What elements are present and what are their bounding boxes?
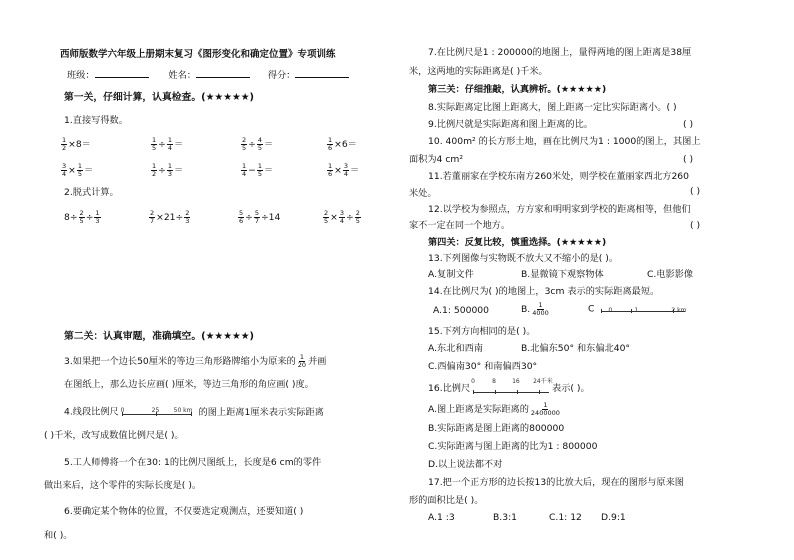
info-line (67, 70, 349, 82)
q14: 14.在比例尺为( )的地图上，3cm 表示的实际距离最短。 (428, 286, 660, 297)
q13-option-b[interactable]: B.显微镜下观察物体 (521, 269, 604, 280)
q3-line1 (64, 354, 326, 369)
q4-line1 (64, 406, 324, 419)
q15: 15.下列方向相同的是( )。 (428, 326, 536, 337)
q16-option-a-fraction: $\frac{1}{2400000}$ (530, 401, 560, 417)
q17-option-b[interactable]: B.3:1 (493, 512, 518, 523)
line-scale-24km: 0 8 16 24千米 (473, 383, 549, 395)
section-2-title: 第二关：认真审题，准确填空。(★★★★★) (64, 331, 255, 342)
class-blank[interactable] (95, 77, 149, 78)
q16-text-b: 表示( )。 (552, 383, 590, 394)
q13-option-c[interactable]: C.电影影像 (647, 269, 694, 280)
q7-line1: 7.在比例尺是1 : 200000的地图上，量得两地的图上距离是38厘 (428, 47, 692, 58)
q2-title: 2.脱式计算。 (64, 187, 119, 198)
section-1-title: 第一关，仔细计算，认真检查。(★★★★★) (64, 92, 255, 103)
q16-option-c[interactable]: C.实际距离与图上距离的比为1 : 800000 (428, 441, 598, 452)
calc-8: $\frac{1}{6}$ × $\frac{3}{4}$ ＝ (328, 162, 360, 178)
q12-paren[interactable]: ( ) (690, 220, 701, 231)
q9: 9.比例尺就是实际距离和图上距离的比。 (428, 119, 593, 130)
line-scale-50km: 0 25 50 km (120, 407, 193, 414)
q12-line1: 12.以学校为参照点，方方家和明明家到学校的距离相等，但他们 (428, 204, 691, 215)
q14-option-b-fraction: $\frac{1}{4000}$ (532, 301, 549, 317)
q12-line2: 家不一定在同一个地方。 (409, 220, 511, 231)
q17-option-a[interactable]: A.1 :3 (428, 512, 455, 523)
q6-line2: 和( )。 (44, 530, 73, 541)
calc-5: $\frac{3}{4}$ × $\frac{1}{5}$ ＝ (62, 162, 94, 178)
q10-line1: 10. 400m² 的长方形土地，画在比例尺为1 : 1000的图上，其图上 (428, 136, 701, 147)
q16-option-a[interactable] (428, 402, 562, 417)
q13-option-a[interactable]: A.复制文件 (428, 269, 474, 280)
calc-1: $\frac{1}{2}$ ×8＝ (62, 136, 91, 152)
q17-option-d[interactable]: D.9:1 (601, 512, 626, 523)
q11-line1: 11.若董丽家在学校东南方260米处，则学校在董丽家西北方260 (428, 171, 689, 182)
calc-11: $\frac{5}{6}$ ÷ $\frac{5}{7}$ ÷14 (239, 209, 281, 225)
q10-line2: 面积为4 cm² (409, 154, 464, 165)
q14-option-b[interactable] (521, 302, 551, 317)
q8: 8.实际距离定比图上距离大，图上距离一定比实际距离小。( ) (428, 102, 677, 113)
q3-fraction: $\frac{1}{20}$ (297, 353, 307, 369)
calc-2: $\frac{1}{5}$ ÷ $\frac{1}{4}$ ＝ (152, 136, 184, 152)
q10-paren[interactable]: ( ) (683, 154, 694, 165)
q14-option-a[interactable]: A.1: 500000 (433, 305, 489, 316)
line-scale-2km: 0 1 2 km (601, 303, 685, 315)
q13: 13.下列图像与实物既不放大又不缩小的是( )。 (428, 253, 619, 264)
page-title: 西师版数学六年级上册期末复习《图形变化和确定位置》专项训练 (60, 49, 336, 60)
calc-4: $\frac{1}{6}$ ×6＝ (328, 136, 357, 152)
q17-line1: 17.把一个正方形的边长按13的比放大后，现在的图形与原来图 (428, 477, 684, 488)
q11-line2: 米处。 (409, 188, 437, 199)
q15-option-c[interactable]: C.西偏南30° 和南偏西30° (428, 361, 538, 372)
q16-option-a-label: A.图上距离是实际距离的 (428, 404, 529, 415)
q14-option-c[interactable] (588, 303, 685, 316)
q3-text: 3.如果把一个边长50厘米的等边三角形路牌缩小为原来的 (64, 356, 296, 367)
section-3-title: 第三关：仔细推敲，认真辨析。(★★★★★) (428, 84, 607, 95)
calc-12: $\frac{2}{5}$ × $\frac{3}{4}$ ÷ $\frac{2}{5}$ (324, 209, 360, 225)
score-blank[interactable] (295, 77, 349, 78)
q4-text-b: 的图上距离1厘米表示实际距离 (198, 406, 324, 418)
q1-title: 1.直接写得数。 (64, 115, 128, 126)
name-label: 姓名： (168, 70, 196, 81)
calc-7: $\frac{1}{4}$ − $\frac{1}{5}$ ＝ (242, 162, 274, 178)
q16-option-d[interactable]: D.以上说法都不对 (428, 459, 503, 470)
q5-line1: 5.工人师傅将一个在30: 1的比例尺图纸上，长度是6 cm的零件 (64, 457, 322, 468)
q16-text: 16.比例尺 (428, 383, 471, 394)
class-label: 班级： (67, 70, 95, 81)
q17-option-c[interactable]: C.1: 12 (549, 512, 582, 523)
calc-6: $\frac{1}{2}$ ÷ $\frac{1}{3}$ ＝ (152, 162, 184, 178)
q3-text-b: 并画 (308, 356, 327, 367)
q7-line2: 米，这两地的实际距离是( )千米。 (409, 66, 548, 77)
q6-line1: 6.要确定某个物体的位置，不仅要选定观测点，还要知道( ) (64, 506, 304, 517)
q4-text: 4.线段比例尺 (64, 406, 119, 418)
q15-option-a[interactable]: A.东北和西南 (428, 343, 483, 354)
q15-option-b[interactable]: B.北偏东50° 和东偏北40° (521, 343, 631, 354)
q14-option-c-label: C (588, 303, 595, 315)
name-blank[interactable] (196, 77, 250, 78)
q16-option-b[interactable]: B.实际距离是图上距离的800000 (428, 423, 565, 434)
calc-10: $\frac{2}{7}$ ×21÷ $\frac{2}{3}$ (150, 209, 190, 225)
q17-line2: 形的面积比是( )。 (409, 495, 484, 506)
calc-9: 8÷ $\frac{2}{5}$ ÷ $\frac{1}{3}$ (64, 209, 100, 225)
q3-line2: 在图纸上，那么边长应画( )厘米，等边三角形的角应画( )度。 (64, 379, 314, 390)
q5-line2: 做出来后，这个零件的实际长度是( )。 (44, 480, 202, 491)
q11-paren[interactable]: ( ) (690, 186, 701, 197)
q16 (428, 378, 590, 395)
q9-paren[interactable]: ( ) (683, 119, 694, 130)
score-label: 得分： (267, 70, 296, 81)
section-4-title: 第四关：反复比较，慎重选择。(★★★★★) (428, 237, 607, 248)
calc-3: $\frac{2}{5}$ ÷ $\frac{4}{5}$ ＝ (242, 136, 274, 152)
q14-option-b-label: B. (521, 304, 531, 315)
q4-line2: ( )千米，改写成数值比例尺是( )。 (44, 430, 184, 441)
